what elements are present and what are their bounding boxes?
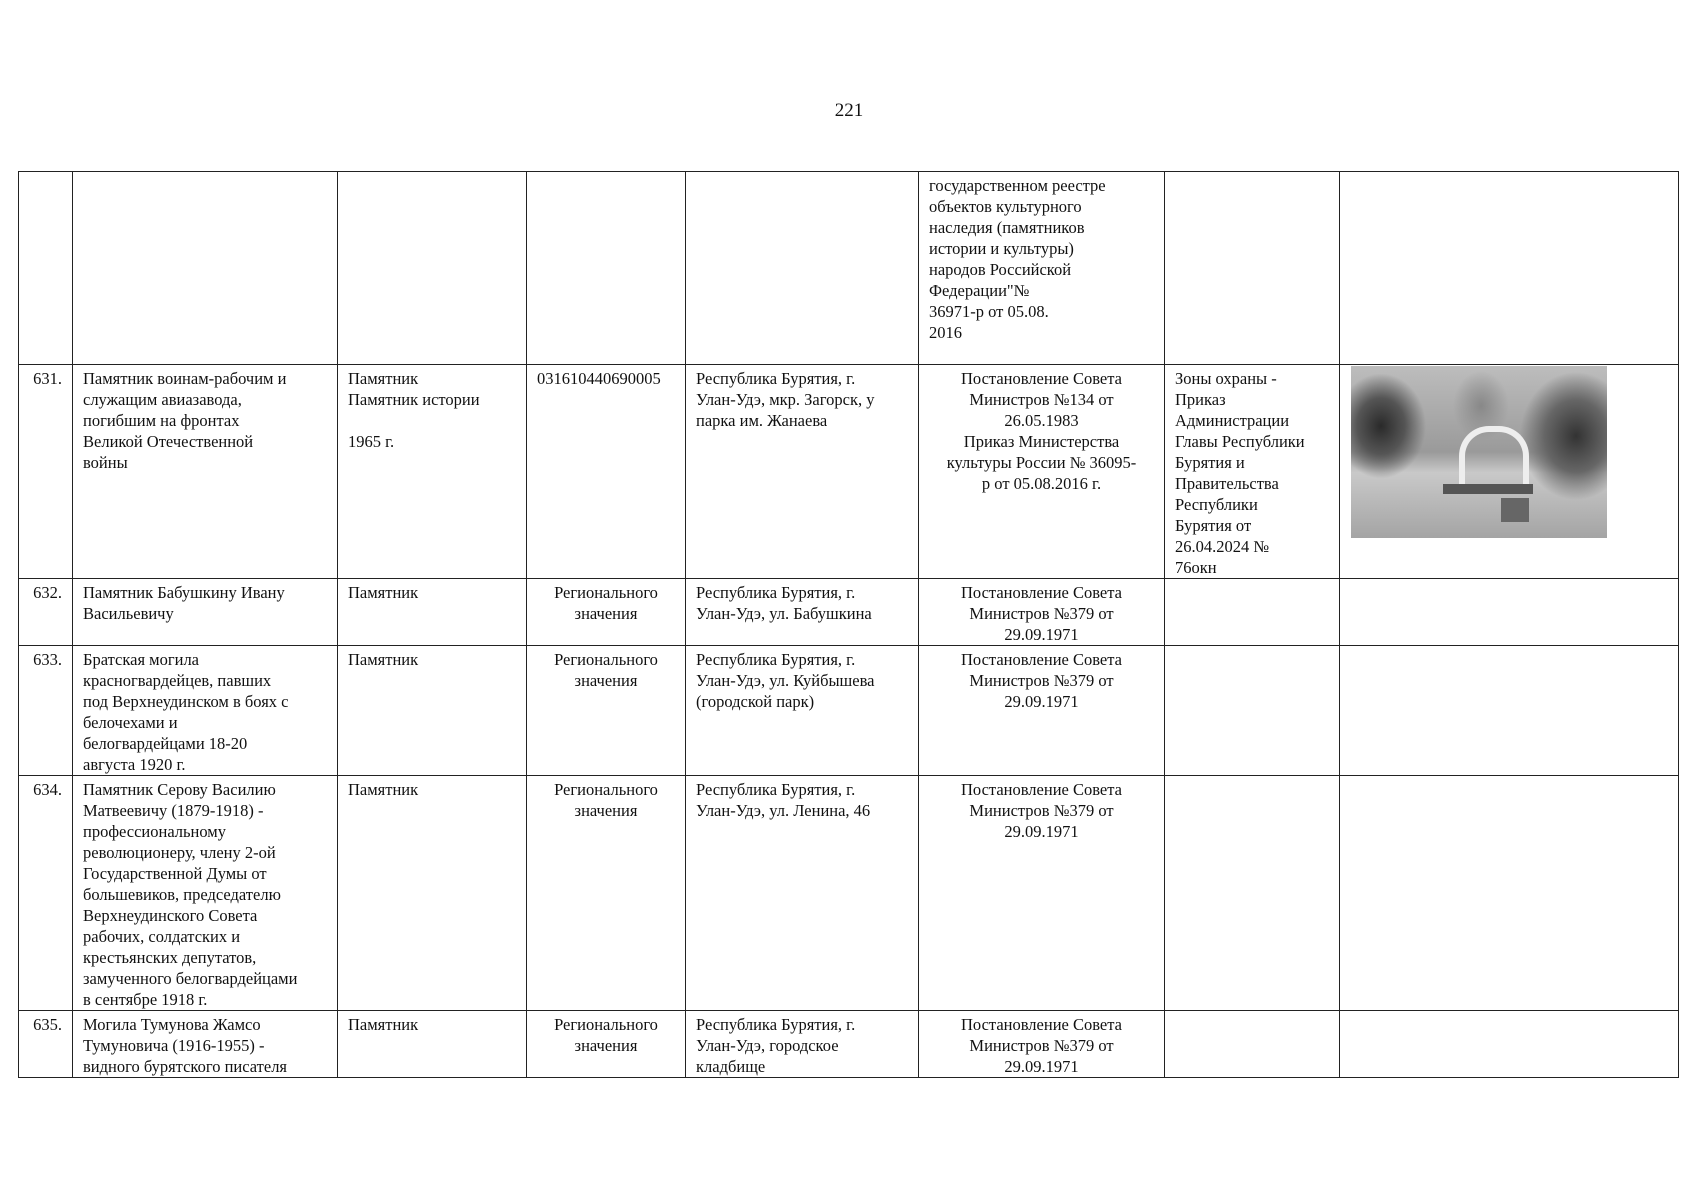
object-address bbox=[686, 172, 919, 365]
legal-document: Постановление Совета Министров №134 от 26.05.1983 Приказ Министерства культуры России № 36095- р от 05.08.2016 г. bbox=[919, 365, 1165, 579]
photo-cell bbox=[1340, 776, 1679, 1011]
object-address: Республика Бурятия, г. Улан-Удэ, ул. Куйбышева (городской парк) bbox=[686, 646, 919, 776]
table-row bbox=[19, 1011, 1679, 1078]
monument-photo bbox=[1351, 366, 1607, 538]
table-row bbox=[19, 776, 1679, 1011]
row-number: 631. bbox=[19, 365, 73, 579]
row-number: 635. bbox=[19, 1011, 73, 1078]
object-type: Памятник bbox=[338, 579, 527, 646]
table-row bbox=[19, 646, 1679, 776]
legal-document: Постановление Совета Министров №379 от 29.09.1971 bbox=[919, 776, 1165, 1011]
monument-arch-shape bbox=[1459, 426, 1529, 490]
legal-document: Постановление Совета Министров №379 от 29.09.1971 bbox=[919, 646, 1165, 776]
object-name: Могила Тумунова Жамсо Тумуновича (1916-1955) - видного бурятского писателя bbox=[73, 1011, 338, 1078]
protection-zones bbox=[1165, 172, 1340, 365]
heritage-registry-table bbox=[18, 171, 1679, 1078]
protection-zones bbox=[1165, 1011, 1340, 1078]
object-type: Памятник bbox=[338, 1011, 527, 1078]
photo-cell bbox=[1340, 365, 1679, 579]
object-type: Памятник bbox=[338, 646, 527, 776]
photo-cell bbox=[1340, 1011, 1679, 1078]
table-row bbox=[19, 172, 1679, 365]
object-code: Регионального значения bbox=[527, 776, 686, 1011]
monument-base-shape bbox=[1443, 484, 1533, 494]
object-code: Регионального значения bbox=[527, 1011, 686, 1078]
object-address: Республика Бурятия, г. Улан-Удэ, мкр. Загорск, у парка им. Жанаева bbox=[686, 365, 919, 579]
page-number: 221 bbox=[834, 100, 864, 121]
row-number: 632. bbox=[19, 579, 73, 646]
object-name: Братская могила красногвардейцев, павших под Верхнеудинском в боях с белочехами и белогвардейцами 18-20 августа 1920 г. bbox=[73, 646, 338, 776]
legal-document: государственном реестре объектов культурного наследия (памятников истории и культуры) народов Российской Федерации"№ 36971-р от 05.08. 2016 bbox=[919, 172, 1165, 365]
legal-document: Постановление Совета Министров №379 от 29.09.1971 bbox=[919, 1011, 1165, 1078]
protection-zones: Зоны охраны - Приказ Администрации Главы Республики Бурятия и Правительства Республики Бурятия от 26.04.2024 № 76окн bbox=[1165, 365, 1340, 579]
photo-cell bbox=[1340, 646, 1679, 776]
legal-document: Постановление Совета Министров №379 от 29.09.1971 bbox=[919, 579, 1165, 646]
monument-figure-shape bbox=[1501, 498, 1529, 522]
table-row bbox=[19, 365, 1679, 579]
table-row bbox=[19, 579, 1679, 646]
row-number: 633. bbox=[19, 646, 73, 776]
object-code bbox=[527, 172, 686, 365]
object-type: Памятник Памятник истории 1965 г. bbox=[338, 365, 527, 579]
photo-cell bbox=[1340, 579, 1679, 646]
object-address: Республика Бурятия, г. Улан-Удэ, ул. Бабушкина bbox=[686, 579, 919, 646]
row-number bbox=[19, 172, 73, 365]
row-number: 634. bbox=[19, 776, 73, 1011]
object-address: Республика Бурятия, г. Улан-Удэ, городское кладбище bbox=[686, 1011, 919, 1078]
object-type: Памятник bbox=[338, 776, 527, 1011]
protection-zones bbox=[1165, 646, 1340, 776]
protection-zones bbox=[1165, 579, 1340, 646]
protection-zones bbox=[1165, 776, 1340, 1011]
object-code: 031610440690005 bbox=[527, 365, 686, 579]
object-code: Регионального значения bbox=[527, 646, 686, 776]
photo-cell bbox=[1340, 172, 1679, 365]
object-name: Памятник Серову Василию Матвеевичу (1879-1918) - профессиональному революционеру, члену 2-ой Государственной Думы от большевиков, председателю Верхнеудинского Совета рабочих, солдатских и крестьянских депутатов, замученного белогвардейцами в сентябре 1918 г. bbox=[73, 776, 338, 1011]
object-name bbox=[73, 172, 338, 365]
object-address: Республика Бурятия, г. Улан-Удэ, ул. Ленина, 46 bbox=[686, 776, 919, 1011]
object-name: Памятник Бабушкину Ивану Васильевичу bbox=[73, 579, 338, 646]
object-code: Регионального значения bbox=[527, 579, 686, 646]
object-type bbox=[338, 172, 527, 365]
object-name: Памятник воинам-рабочим и служащим авиазавода, погибшим на фронтах Великой Отечественной войны bbox=[73, 365, 338, 579]
